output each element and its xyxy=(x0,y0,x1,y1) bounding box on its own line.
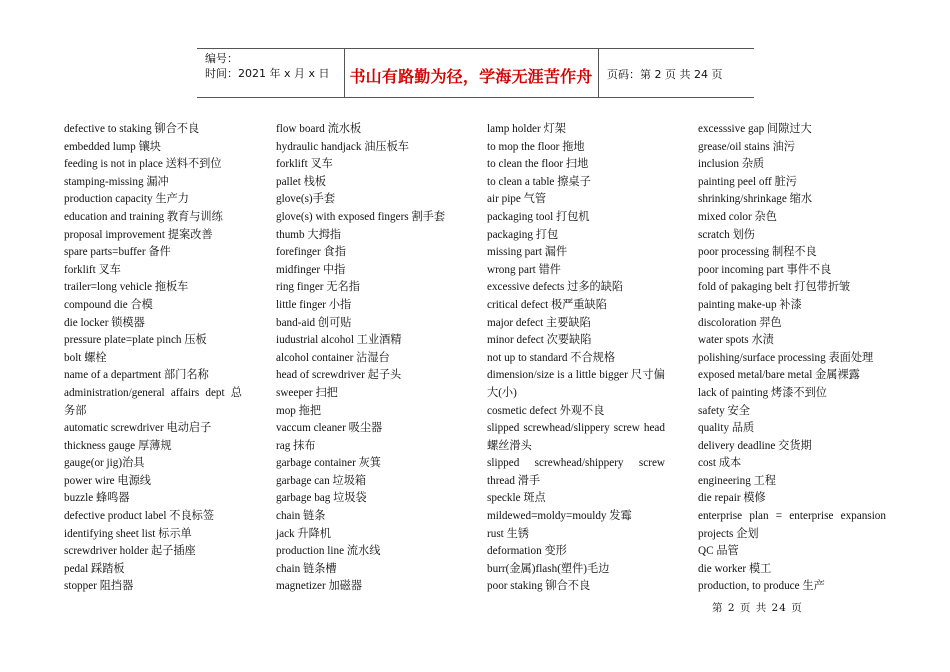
vocabulary-entry: power wire 电源线 xyxy=(64,474,151,487)
vocabulary-entry: glove(s) with exposed fingers 割手套 xyxy=(276,210,446,223)
vocabulary-entry: fold of pakaging belt 打包带折皱 xyxy=(698,281,851,294)
vocabulary-entry: chain 链条槽 xyxy=(276,562,337,575)
header-motto: 书山有路勤为径，学海无涯苦作舟 xyxy=(349,67,593,86)
vocabulary-entry: polishing/surface processing 表面处理 xyxy=(698,351,874,364)
vocabulary-entry: poor incoming part 事件不良 xyxy=(698,263,832,276)
vocabulary-entry: name of a department 部门名称 xyxy=(64,369,209,382)
vocabulary-entry: rust 生锈 xyxy=(487,527,529,540)
vocabulary-entry: cosmetic defect 外观不良 xyxy=(487,404,605,417)
vocabulary-entry: forklift 叉车 xyxy=(276,158,333,171)
vocabulary-entry: garbage can 垃圾箱 xyxy=(276,474,367,487)
vocabulary-entry: flow board 流水板 xyxy=(276,123,362,135)
vocabulary-entry: education and training 教育与训练 xyxy=(64,210,223,223)
vocabulary-entry: critical defect 极严重缺陷 xyxy=(487,298,607,311)
vocabulary-entry: grease/oil stains 油污 xyxy=(698,140,795,153)
vocabulary-entry: slipped screwhead/slippery screw head 螺丝滑头 xyxy=(487,422,665,452)
vocabulary-entry: garbage bag 垃圾袋 xyxy=(276,492,367,505)
header-page-number: 页码：第 2 页 共 24 页 xyxy=(607,68,723,81)
vocabulary-entry: burr(金属)flash(塑件)毛边 xyxy=(487,562,610,575)
vocabulary-entry: iudustrial alcohol 工业酒精 xyxy=(276,334,402,347)
vocabulary-entry: water spots 水渍 xyxy=(698,334,774,347)
vocabulary-entry: to clean a table 擦桌子 xyxy=(487,175,591,188)
vocabulary-entry: lack of painting 烤漆不到位 xyxy=(698,386,827,399)
vocabulary-entry: packaging tool 打包机 xyxy=(487,210,590,223)
page-header xyxy=(197,48,754,98)
vocabulary-entry: exposed metal/bare metal 金属裸露 xyxy=(698,369,860,382)
vocabulary-entry: to clean the floor 扫地 xyxy=(487,158,589,171)
vocabulary-entry: compound die 合模 xyxy=(64,298,153,311)
page-footer: 第 2 页 共 24 页 xyxy=(712,602,803,614)
vocabulary-entry: mixed color 杂色 xyxy=(698,210,777,223)
vocabulary-entry: not up to standard 不合规格 xyxy=(487,351,616,364)
vocabulary-entry: shrinking/shrinkage 缩水 xyxy=(698,193,813,206)
vocabulary-entry: proposal improvement 提案改善 xyxy=(64,228,213,241)
vocabulary-entry: minor defect 次要缺陷 xyxy=(487,334,592,347)
vocabulary-entry: forklift 叉车 xyxy=(64,263,121,276)
vocabulary-entry: rag 抹布 xyxy=(276,439,316,452)
vocabulary-column-3 xyxy=(487,121,665,596)
vocabulary-entry: spare parts=buffer 备件 xyxy=(64,246,171,259)
vocabulary-entry: dimension/size is a little bigger 尺寸偏大(小) xyxy=(487,369,665,399)
vocabulary-entry: slipped screwhead/shippery screw thread 滑手 xyxy=(487,457,665,487)
vocabulary-entry: trailer=long vehicle 拖板车 xyxy=(64,281,189,294)
vocabulary-entry: pressure plate=plate pinch 压板 xyxy=(64,334,207,347)
vocabulary-entry: ring finger 无名指 xyxy=(276,281,360,294)
vocabulary-entry: gauge(or jig)治具 xyxy=(64,457,145,470)
vocabulary-entry: engineering 工程 xyxy=(698,474,776,487)
vocabulary-entry: die worker 模工 xyxy=(698,562,772,575)
document-number-label: 编号： xyxy=(205,52,238,65)
vocabulary-entry: enterprise plan = enterprise expansion projects 企划 xyxy=(698,510,886,540)
vocabulary-entry: little finger 小指 xyxy=(276,298,352,311)
vocabulary-entry: lamp holder 灯架 xyxy=(487,123,566,135)
vocabulary-entry: safety 安全 xyxy=(698,404,750,417)
vocabulary-entry: defective to staking 铆合不良 xyxy=(64,123,200,135)
vocabulary-entry: bolt 螺栓 xyxy=(64,351,107,364)
vocabulary-entry: chain 链条 xyxy=(276,510,326,523)
vocabulary-entry: poor processing 制程不良 xyxy=(698,246,817,259)
vocabulary-entry: discoloration 羿色 xyxy=(698,316,782,329)
vocabulary-entry: excessive defects 过多的缺陷 xyxy=(487,281,624,294)
vocabulary-entry: glove(s)手套 xyxy=(276,193,336,206)
vocabulary-entry: jack 升降机 xyxy=(276,527,331,540)
vocabulary-entry: QC 品管 xyxy=(698,545,739,558)
vocabulary-entry: cost 成本 xyxy=(698,457,742,470)
vocabulary-entry: production, to produce 生产 xyxy=(698,580,825,593)
vocabulary-entry: midfinger 中指 xyxy=(276,263,346,276)
vocabulary-entry: garbage container 灰箕 xyxy=(276,457,381,470)
vocabulary-entry: hydraulic handjack 油压板车 xyxy=(276,140,409,153)
vocabulary-entry: die locker 锁模器 xyxy=(64,316,145,329)
vocabulary-entry: forefinger 食指 xyxy=(276,246,346,259)
vocabulary-entry: packaging 打包 xyxy=(487,228,559,241)
vocabulary-entry: wrong part 错件 xyxy=(487,263,561,276)
vocabulary-entry: automatic screwdriver 电动启子 xyxy=(64,422,212,435)
vocabulary-entry: painting peel off 脏污 xyxy=(698,175,797,188)
vocabulary-entry: band-aid 创可贴 xyxy=(276,316,352,329)
vocabulary-entry: vaccum cleaner 吸尘器 xyxy=(276,422,383,435)
vocabulary-entry: missing part 漏件 xyxy=(487,246,568,259)
vocabulary-entry: pallet 栈板 xyxy=(276,175,327,188)
vocabulary-column-2 xyxy=(276,121,454,596)
vocabulary-entry: defective product label 不良标签 xyxy=(64,510,215,523)
document-time-label: 时间：2021 年 x 月 x 日 xyxy=(205,67,330,80)
vocabulary-entry: air pipe 气管 xyxy=(487,193,547,206)
vocabulary-entry: thumb 大拇指 xyxy=(276,228,341,241)
vocabulary-entry: delivery deadline 交货期 xyxy=(698,439,812,452)
vocabulary-entry: production capacity 生产力 xyxy=(64,193,189,206)
vocabulary-entry: screwdriver holder 起子插座 xyxy=(64,545,196,558)
vocabulary-entry: pedal 踩踏板 xyxy=(64,562,125,575)
vocabulary-entry: stamping-missing 漏冲 xyxy=(64,175,169,188)
vocabulary-entry: speckle 斑点 xyxy=(487,492,546,505)
vocabulary-entry: painting make-up 补漆 xyxy=(698,298,802,311)
vocabulary-entry: embedded lump 镶块 xyxy=(64,140,161,153)
vocabulary-entry: production line 流水线 xyxy=(276,545,381,558)
vocabulary-entry: head of screwdriver 起子头 xyxy=(276,369,402,382)
vocabulary-entry: quality 品质 xyxy=(698,422,755,435)
vocabulary-entry: feeding is not in place 送料不到位 xyxy=(64,158,222,171)
vocabulary-entry: mildewed=moldy=mouldy 发霉 xyxy=(487,510,632,523)
vocabulary-entry: inclusion 杂质 xyxy=(698,158,765,171)
vocabulary-entry: to mop the floor 拖地 xyxy=(487,140,585,153)
vocabulary-entry: stopper 阻挡器 xyxy=(64,580,134,593)
vocabulary-entry: scratch 划伤 xyxy=(698,228,755,241)
vocabulary-column-4 xyxy=(698,121,886,596)
vocabulary-column-1 xyxy=(64,121,242,596)
vocabulary-entry: magnetizer 加磁器 xyxy=(276,580,363,593)
vocabulary-entry: administration/general affairs dept 总务部 xyxy=(64,386,242,417)
vocabulary-entry: alcohol container 沾湿台 xyxy=(276,351,390,364)
vocabulary-entry: buzzle 蜂鸣器 xyxy=(64,492,130,505)
vocabulary-entry: sweeper 扫把 xyxy=(276,386,338,399)
vocabulary-entry: deformation 变形 xyxy=(487,545,567,558)
vocabulary-entry: thickness gauge 厚薄规 xyxy=(64,439,172,452)
vocabulary-entry: poor staking 铆合不良 xyxy=(487,580,591,593)
vocabulary-entry: mop 拖把 xyxy=(276,404,322,417)
header-meta xyxy=(205,51,345,81)
header-divider xyxy=(598,49,599,97)
vocabulary-entry: identifying sheet list 标示单 xyxy=(64,527,192,540)
vocabulary-entry: die repair 模修 xyxy=(698,492,766,505)
vocabulary-entry: excesssive gap 间隙过大 xyxy=(698,123,812,135)
vocabulary-entry: major defect 主要缺陷 xyxy=(487,316,591,329)
